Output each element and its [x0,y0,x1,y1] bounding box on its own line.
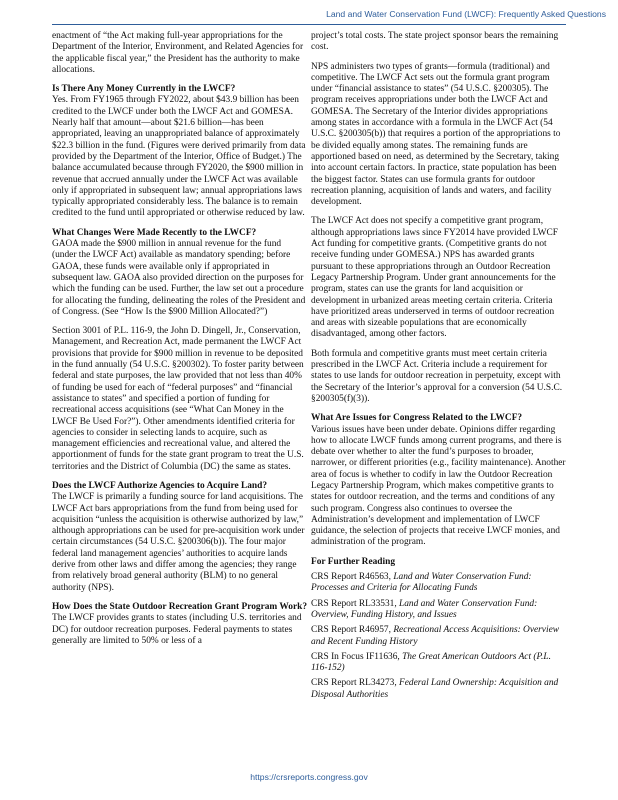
recent-changes-paragraph-2: Section 3001 of P.L. 116-9, the John D. Dingell, Jr., Conservation, Management, and Recreation Act, made permanent the LWCF Act provisions that provide for $900 million in revenue to be deposited in the fund annually (54 U.S.C. §200302). To foster parity between federal and state purposes, the law provided that not less than 40% of funding be used for each of “federal purposes” and “financial assistance to states” and specified a portion of funding for recreational access acquisitions (see “What Can Money in the LWCF Be Used For?”). Other amendments identified criteria for agencies to consider in selecting lands to acquire, such as management efficiencies and recreational value, and altered the apportionment of funds for the state grant program to treat the U.S. territories and the District of Columbia (DC) the same as states. [52,326,304,472]
reference-item [311,599,566,622]
reference-item [311,652,566,675]
reference-prefix: CRS Report R46563, [311,572,394,583]
competitive-grants-paragraph: The LWCF Act does not specify a competitive grant program, although appropriations laws since FY2014 have provided LWCF Act funding for competitive grants. (Competitive grants do not receive funding under GOMESA.) NPS has awarded grants pursuant to these appropriations through an Outdoor Recreation Legacy Partnership Program. Under grant announcements for the program, states can use the grants for land acquisition or development in urbanized areas meeting certain criteria. Criteria have prioritized areas underserved in terms of outdoor recreation and areas with sizeable populations that are economically disadvantaged, among other factors. [311,216,558,340]
intro-paragraph: enactment of “the Act making full-year appropriations for the Department of the Interior, Environment, and Related Agencies for the applicable fiscal year,” the President has the authority to make allocations. [52,31,304,75]
heading-money-in-lwcf: Is There Any Money Currently in the LWCF? [52,84,236,95]
running-header-title: Land and Water Conservation Fund (LWCF): Frequently Asked Questions [326,9,606,19]
footer-url-link[interactable]: https://crsreports.congress.gov [250,772,368,782]
recent-changes-paragraph-1: GAOA made the $900 million in annual revenue for the fund (under the LWCF Act) available as mandatory spending; before GAOA, these funds were available only if appropriated in subsequent law. GAOA also provided direction on the purposes for which the funding can be used. Further, the law set out a procedure for allocating the funding, delineating the roles of the President and of Congress. (See “How Is the $900 Million Allocated?”) [52,239,306,317]
money-in-lwcf-paragraph: Yes. From FY1965 through FY2022, about $43.9 billion has been credited to the LWCF under both the LWCF Act and GOMESA. Nearly half that amount—about $21.6 billion—has been appropriated, leaving an unappropriated balance of approximately $22.3 billion in the fund. (Figures were derived primarily from data provided by the Department of the Interior, Office of Budget.) The balance accumulated because through FY2020, the $900 million in revenue that accrued annually under the LWCF Act was available only if appropriated in subsequent law; annual appropriations laws typically appropriated considerably less. The balance is to remain credited to the fund until appropriated or otherwise reduced by law. [52,95,306,219]
reference-prefix: CRS Report RL33531, [311,598,400,609]
heading-recent-changes: What Changes Were Made Recently to the LWCF? [52,227,257,238]
reference-title: Recreational Access Acquisitions: Overview and Recent Funding History [311,625,559,647]
reference-prefix: CRS Report RL34273, [311,678,400,689]
left-column [52,31,307,655]
reference-item [311,572,566,595]
heading-state-grant-program: How Does the State Outdoor Recreation Grant Program Work? [52,601,308,612]
reference-title: The Great American Outdoors Act (P.L. 116-152) [311,651,551,674]
nps-grants-paragraph: NPS administers two types of grants—formula (traditional) and competitive. The LWCF Act sets out the formula grant program under “financial assistance to states” (54 U.S.C. §200305). The program receives appropriations under both the LWCF Act and GOMESA. The Secretary of the Interior divides appropriations among states in accordance with a formula in the LWCF Act (54 U.S.C. §200305(b)) that requires a portion of the appropriations to be divided equally among states. The remaining funds are apportioned based on need, as determined by the Secretary, taking into account certain factors. In practice, state population has been the biggest factor. States can use formula grants for outdoor recreation planning, acquisition of lands and waters, and facility development. [311,61,561,208]
header-rule [52,24,566,25]
issues-for-congress-paragraph: Various issues have been under debate. Opinions differ regarding how to allocate LWCF funds among current programs, and there is debate over whether to alter the fund’s purposes to broader, narrower, or different priorities (e.g., facility maintenance). Another area of focus is whether to codify in law the Outdoor Recreation Legacy Partnership Program, which makes competitive grants to states for outdoor recreation, and the terms and conditions of any such program. Congress also continues to oversee the Administration’s development and implementation of LWCF guidance, the selection of projects that receive LWCF monies, and administration of the program. [311,424,566,548]
grant-criteria-paragraph: Both formula and competitive grants must meet certain criteria prescribed in the LWCF Act. Criteria include a requirement for states to use lands for outdoor recreation in perpetuity, except with the Secretary of the Interior’s approval for a conversion (54 U.S.C. §200305(f)(3)). [311,348,563,404]
state-grant-program-paragraph: The LWCF provides grants to states (including U.S. territories and DC) for outdoor recreation purposes. Federal payments to states generally are limited to 50% or less of a [52,613,302,646]
reference-title: Federal Land Ownership: Acquisition and Disposal Authorities [311,678,559,700]
reference-title: Land and Water Conservation Fund: Overview, Funding History, and Issues [311,598,538,620]
state-grant-continuation-paragraph: project’s total costs. The state project sponsor bears the remaining cost. [311,31,559,53]
reference-prefix: CRS In Focus IF11636, [311,651,403,662]
reference-item [311,625,566,648]
right-column [311,31,566,705]
reference-title: Land and Water Conservation Fund: Processes and Criteria for Allocating Funds [311,572,532,594]
reference-item [311,678,566,701]
heading-issues-for-congress: What Are Issues for Congress Related to the LWCF? [311,413,523,424]
heading-acquire-land: Does the LWCF Authorize Agencies to Acquire Land? [52,480,268,491]
reference-prefix: CRS Report R46957, [311,625,394,636]
heading-further-reading: For Further Reading [311,556,396,567]
acquire-land-paragraph: The LWCF is primarily a funding source for land acquisitions. The LWCF Act bars appropriations from the fund from being used for acquisition “unless the acquisition is otherwise authorized by law,” although appropriations can be used for pre-acquisition work under certain circumstances (54 U.S.C. §200306(b)). The four major federal land management agencies’ authorities to acquire lands derive from other laws and differ among the agencies; they range from relatively broad general authority (BLM) to no general authority (NPS). [52,492,305,593]
